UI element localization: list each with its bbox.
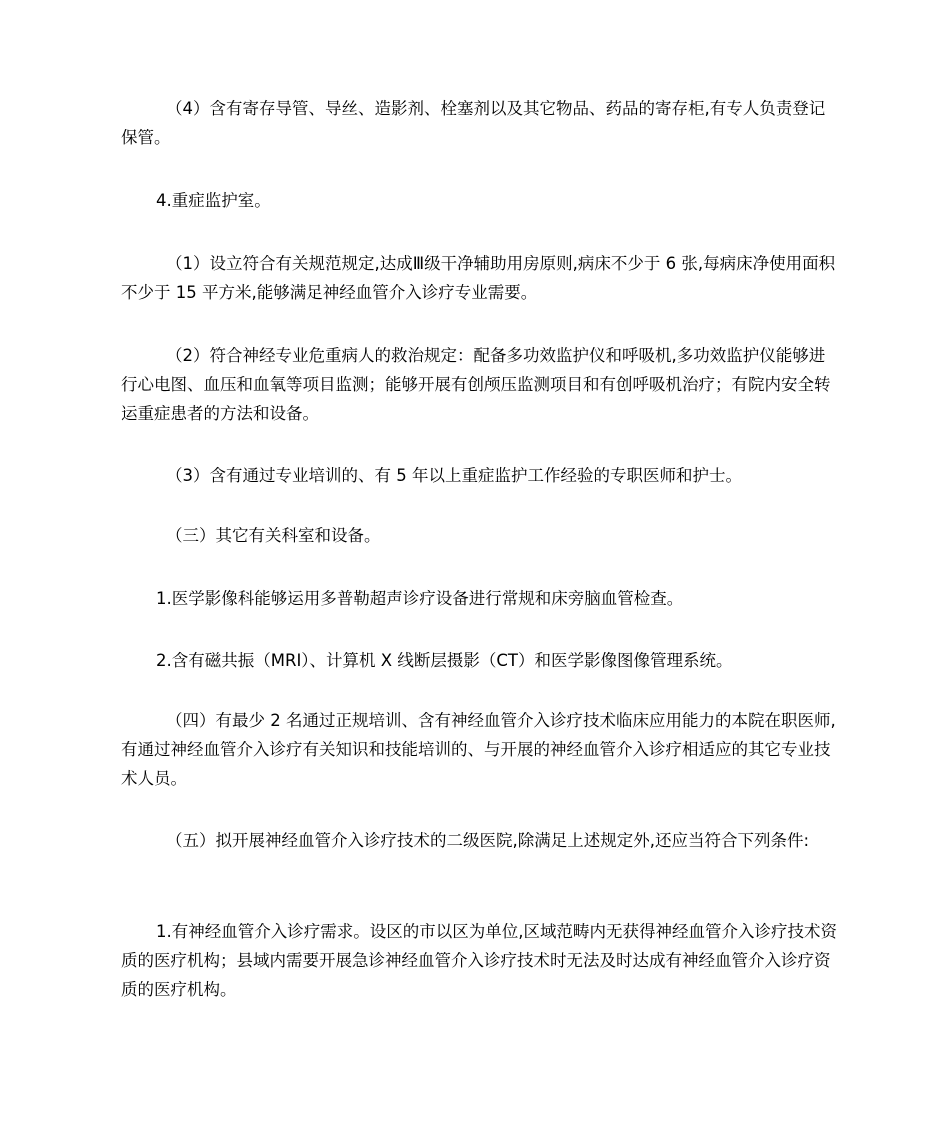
paragraph-imaging-1: 1.医学影像科能够运用多普勒超声诊疗设备进行常规和床旁脑血管检查。 bbox=[156, 589, 684, 608]
paragraph-storage-cabinet: （4）含有寄存导管、导丝、造影剂、栓塞剂以及其它物品、药品的寄存柜,有专人负责登记保管。 bbox=[121, 99, 826, 147]
heading-icu: 4.重症监护室。 bbox=[156, 191, 271, 210]
paragraph-icu-3: （3）含有通过专业培训的、有 5 年以上重症监护工作经验的专职医师和护士。 bbox=[166, 466, 742, 485]
paragraph-icu-2: （2）符合神经专业危重病人的救治规定：配备多功效监护仪和呼吸机,多功效监护仪能够进行心电图、血压和血氧等项目监测；能够开展有创颅压监测项目和有创呼吸机治疗；有院内安全转运重症患者的方法和设备。 bbox=[121, 346, 831, 423]
heading-other-departments: （三）其它有关科室和设备。 bbox=[166, 526, 381, 545]
paragraph-imaging-2: 2.含有磁共振（MRI）、计算机 X 线断层摄影（CT）和医学影像图像管理系统。 bbox=[156, 651, 733, 670]
paragraph-demand: 1.有神经血管介入诊疗需求。设区的市以区为单位,区域范畴内无获得神经血管介入诊疗技术资质的医疗机构；县域内需要开展急诊神经血管介入诊疗技术时无法及时达成有神经血管介入诊疗资质的医疗机构。 bbox=[121, 922, 837, 999]
paragraph-secondary-hospital: （五）拟开展神经血管介入诊疗技术的二级医院,除满足上述规定外,还应当符合下列条件: bbox=[166, 831, 810, 850]
paragraph-icu-1: （1）设立符合有关规范规定,达成Ⅲ级干净辅助用房原则,病床不少于 6 张,每病床净使用面积不少于 15 平方米,能够满足神经血管介入诊疗专业需要。 bbox=[121, 254, 836, 302]
paragraph-staff: （四）有最少 2 名通过正规培训、含有神经血管介入诊疗技术临床应用能力的本院在职医师,有通过神经血管介入诊疗有关知识和技能培训的、与开展的神经血管介入诊疗相适应的其它专业技术人员。 bbox=[121, 711, 836, 788]
